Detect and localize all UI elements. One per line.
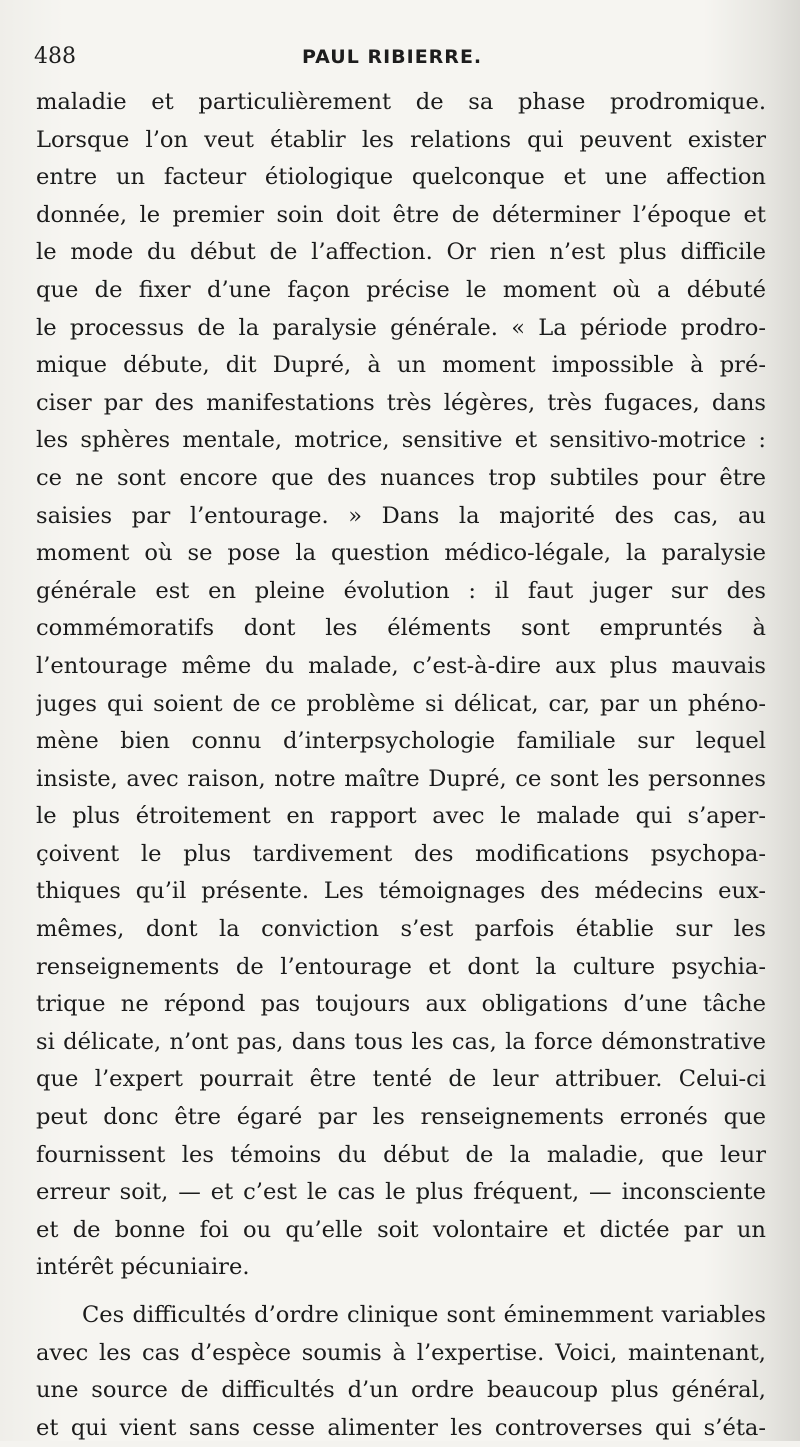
paragraph-1 [36, 84, 766, 1287]
text-line: avec les cas d’espèce soumis à l’expertise. Voici, maintenant, [36, 1339, 766, 1366]
text-line: si délicate, n’ont pas, dans tous les cas, la force démonstrative [36, 1028, 766, 1055]
text-line: l’entourage même du malade, c’est-à-dire aux plus mauvais [36, 652, 766, 679]
text-line: intérêt pécuniaire. [36, 1254, 250, 1281]
text-line: que l’expert pourrait être tenté de leur attribuer. Celui-ci [36, 1066, 766, 1093]
text-line: une source de difficultés d’un ordre beaucoup plus général, [36, 1377, 766, 1404]
text-line: commémoratifs dont les éléments sont empruntés à [36, 615, 766, 642]
text-line: que de fixer d’une façon précise le moment où a débuté [36, 276, 766, 303]
text-line: juges qui soient de ce problème si délicat, car, par un phéno- [36, 690, 766, 717]
text-line: maladie et particulièrement de sa phase prodromique. [36, 89, 766, 115]
text-line: le plus étroitement en rapport avec le malade qui s’aper- [36, 803, 766, 830]
text-line: Lorsque l’on veut établir les relations qui peuvent exister [36, 126, 766, 153]
text-line: et qui vient sans cesse alimenter les controverses qui s’éta- [36, 1414, 766, 1441]
text-line: fournissent les témoins du début de la maladie, que leur [36, 1141, 766, 1168]
text-line: entre un facteur étiologique quelconque et une affection [36, 164, 766, 191]
text-line: générale est en pleine évolution : il faut juger sur des [36, 577, 766, 604]
text-line: Ces difficultés d’ordre clinique sont éminemment variables [82, 1302, 766, 1328]
text-line: ce ne sont encore que des nuances trop subtiles pour être [36, 464, 766, 491]
body-text [36, 84, 766, 1447]
page-header [34, 38, 774, 78]
text-line: erreur soit, — et c’est le cas le plus fréquent, — inconsciente [36, 1179, 766, 1206]
text-line: mène bien connu d’interpsychologie familiale sur lequel [36, 728, 766, 755]
text-line: et de bonne foi ou qu’elle soit volontaire et dictée par un [36, 1216, 766, 1243]
text-line: trique ne répond pas toujours aux obligations d’une tâche [36, 991, 766, 1018]
text-line: renseignements de l’entourage et dont la culture psychia- [36, 953, 766, 980]
text-line: thiques qu’il présente. Les témoignages des médecins eux- [36, 878, 766, 905]
text-line: le processus de la paralysie générale. « La période prodro- [36, 314, 766, 341]
text-line: mêmes, dont la conviction s’est parfois établie sur les [36, 916, 766, 943]
paragraph-gap [36, 1287, 766, 1297]
paragraph-2 [36, 1297, 766, 1447]
text-line: donnée, le premier soin doit être de déterminer l’époque et [36, 201, 766, 228]
text-line: çoivent le plus tardivement des modifications psychopa- [36, 840, 766, 867]
text-line: saisies par l’entourage. » Dans la majorité des cas, au [36, 502, 766, 529]
running-head: PAUL RIBIERRE. [302, 46, 483, 68]
text-line: moment où se pose la question médico-légale, la paralysie [36, 540, 766, 567]
text-line: peut donc être égaré par les renseignements erronés que [36, 1104, 766, 1131]
text-line: insiste, avec raison, notre maître Dupré, ce sont les personnes [36, 765, 766, 792]
text-line: mique débute, dit Dupré, à un moment impossible à pré- [36, 352, 766, 379]
text-line: les sphères mentale, motrice, sensitive et sensitivo-motrice : [36, 427, 766, 454]
text-line: ciser par des manifestations très légères, très fugaces, dans [36, 389, 766, 416]
text-line: le mode du début de l’affection. Or rien n’est plus difficile [36, 239, 766, 266]
page-number: 488 [34, 44, 76, 69]
